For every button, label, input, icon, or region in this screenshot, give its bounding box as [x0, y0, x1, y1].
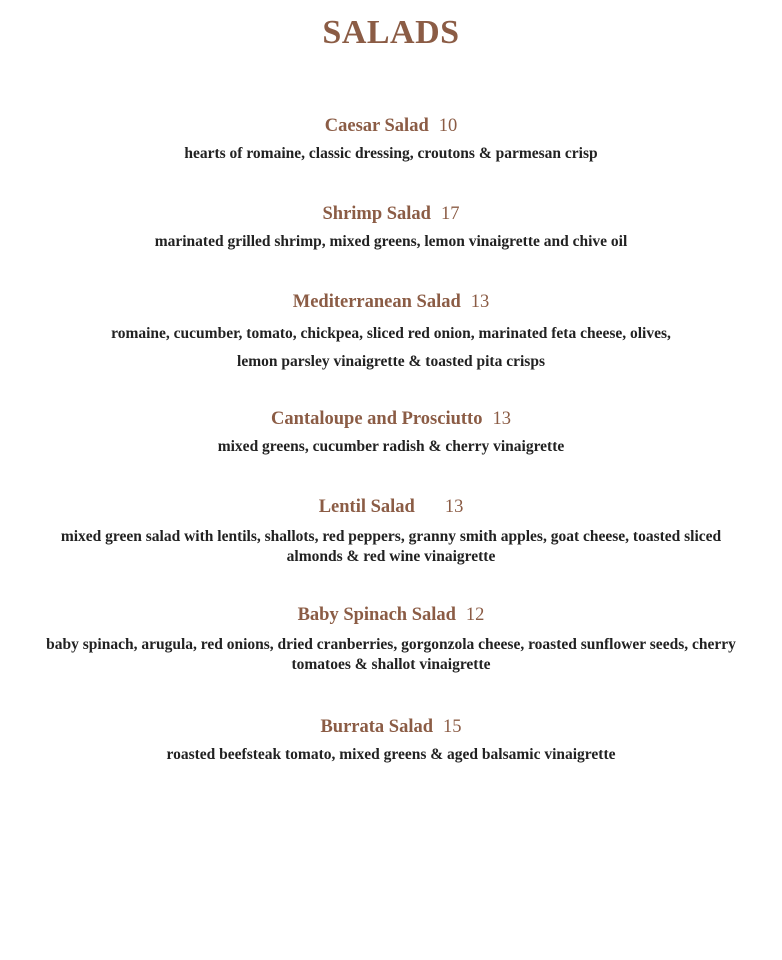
menu-item-name: Shrimp Salad [322, 204, 431, 224]
menu-item-caesar-salad [0, 114, 782, 164]
menu-item-price: 10 [438, 116, 458, 136]
page-title: SALADS [322, 14, 460, 51]
menu-item-header [0, 202, 782, 226]
menu-item-header [0, 290, 782, 314]
menu-item-name: Lentil Salad [318, 497, 415, 517]
menu-item-price: 12 [465, 605, 485, 625]
menu-item-description: mixed green salad with lentils, shallots, red peppers, granny smith apples, goat cheese, toasted sliced almonds & red wine vinaigrette [60, 528, 722, 565]
menu-item-name: Cantaloupe and Prosciutto [271, 409, 483, 429]
menu-item-name: Burrata Salad [320, 717, 434, 737]
menu-item-header [0, 603, 782, 627]
menu-item-baby-spinach-salad [0, 603, 782, 675]
menu-item-price: 13 [492, 409, 511, 429]
menu-item-lentil-salad [0, 495, 782, 567]
menu-item-description: baby spinach, arugula, red onions, dried cranberries, gorgonzola cheese, roasted sunflower seeds, cherry tomatoes & shallot vinaigrette [46, 636, 736, 673]
menu-item-description-line: lemon parsley vinaigrette & toasted pita crisps [237, 353, 545, 370]
menu-item-header [0, 114, 782, 138]
menu-item-cantaloupe-and-prosciutto [0, 407, 782, 457]
menu-item-description: hearts of romaine, classic dressing, croutons & parmesan crisp [184, 145, 598, 162]
menu-item-price: 13 [444, 497, 464, 517]
menu-item-description: mixed greens, cucumber radish & cherry vinaigrette [217, 438, 565, 455]
menu-item-name: Mediterranean Salad [292, 292, 461, 312]
menu-item-price: 13 [470, 292, 490, 312]
menu-item-name: Caesar Salad [324, 116, 429, 136]
menu-item-description: marinated grilled shrimp, mixed greens, lemon vinaigrette and chive oil [154, 233, 628, 250]
menu-item-description: roasted beefsteak tomato, mixed greens & aged balsamic vinaigrette [166, 746, 616, 763]
menu-item-shrimp-salad [0, 202, 782, 252]
menu-item-price: 15 [443, 717, 462, 737]
menu-item-header [0, 407, 782, 431]
menu-item-name: Baby Spinach Salad [297, 605, 456, 625]
menu-item-burrata-salad [0, 715, 782, 765]
menu-item-header [0, 495, 782, 519]
menu-item-price: 17 [440, 204, 460, 224]
menu-item-header [0, 715, 782, 739]
menu-item-mediterranean-salad [0, 290, 782, 376]
menu-item-description-line: romaine, cucumber, tomato, chickpea, sliced red onion, marinated feta cheese, olives, [111, 325, 671, 342]
